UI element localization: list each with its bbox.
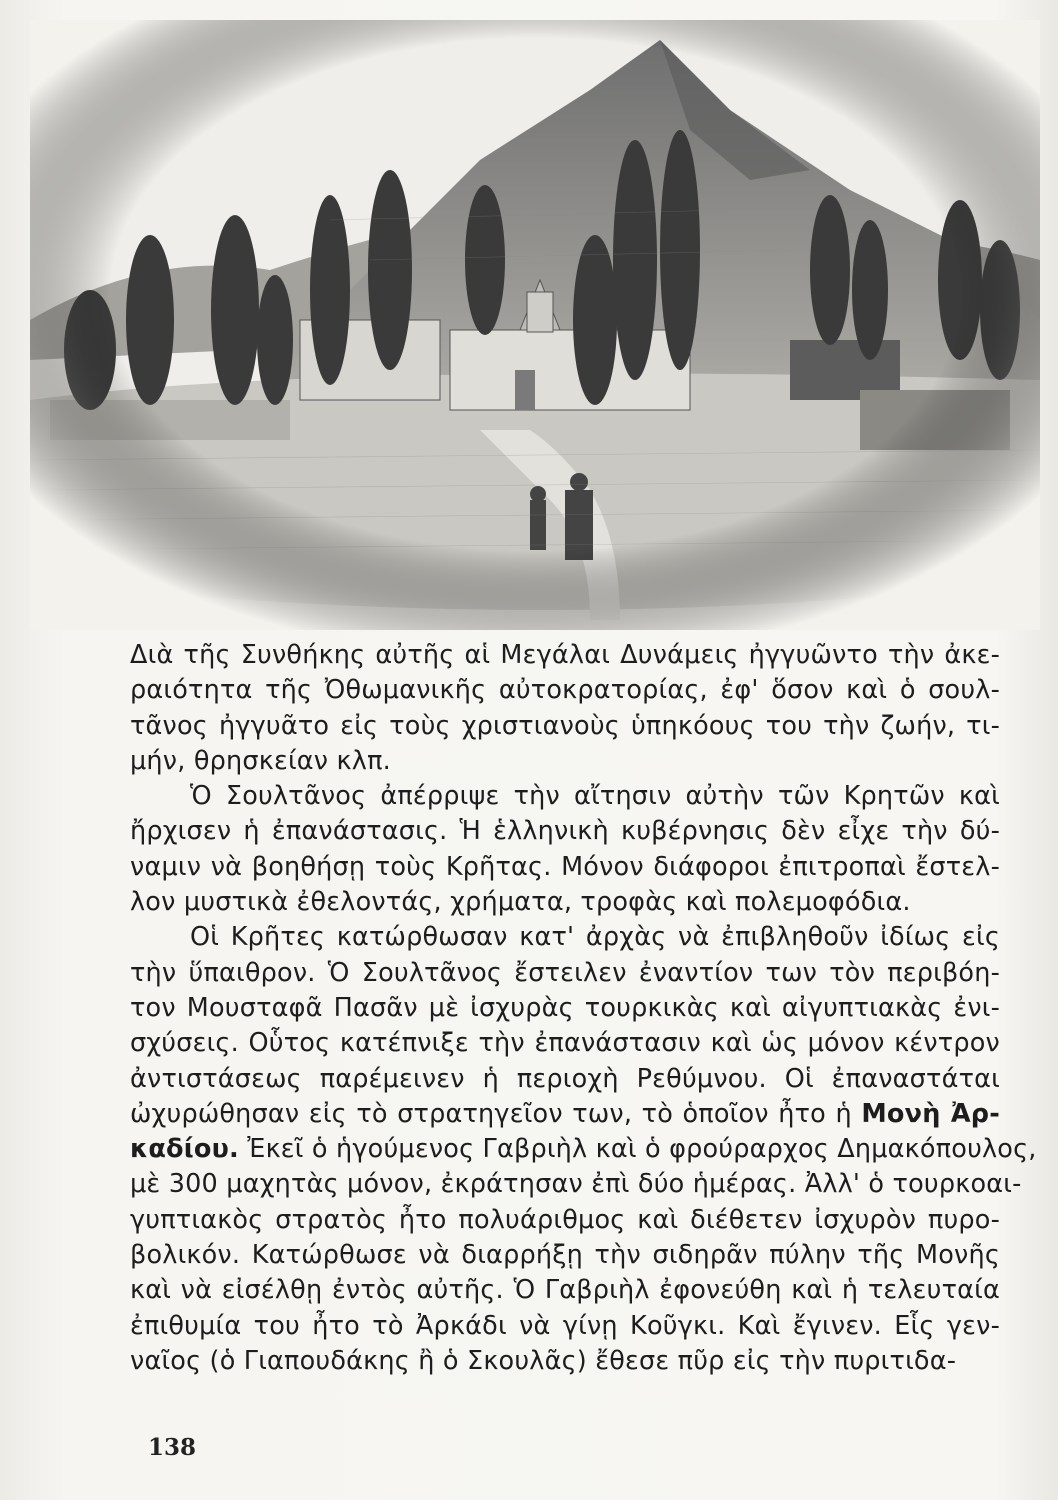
text-line: ναμιν νὰ βοηθήσῃ τοὺς Κρῆτας. Μόνον διάφοροι ἐπιτροπαὶ ἔστελ- (130, 851, 1000, 882)
text-line: λον μυστικὰ ἐθελοντάς, χρήματα, τροφὰς καὶ πολεμοφόδια. (130, 887, 911, 918)
text-line: ραιότητα τῆς Ὀθωμανικῆς αὐτοκρατορίας, ἐφ' ὅσον καὶ ὁ σουλ- (130, 675, 1000, 706)
bold-text-segment: Μονὴ Ἀρ- (861, 1098, 1000, 1129)
text-segment: Ἐκεῖ ὁ ἡγούμενος Γαβριὴλ καὶ ὁ φρούραρχος Δημακόπουλος, (247, 1134, 1037, 1165)
body-text (130, 638, 1037, 1379)
text-line: μὲ 300 μαχητὰς μόνον, ἐκράτησαν ἐπὶ δύο ἡμέρας. Ἀλλ' ὁ τουρκοαι- (130, 1169, 1022, 1200)
text-line: μήν, θρησκείαν κλπ. (130, 745, 391, 776)
text-line: Ὁ Σουλτᾶνος ἀπέρριψε τὴν αἴτησιν αὐτὴν τῶν Κρητῶν καὶ (190, 781, 1000, 812)
text-line: Διὰ τῆς Συνθήκης αὐτῆς αἱ Μεγάλαι Δυνάμεις ἠγγυῶντο τὴν ἀκε- (130, 640, 1000, 670)
text-line: τᾶνος ἠγγυᾶτο εἰς τοὺς χριστιανοὺς ὑπηκόους του τὴν ζωήν, τι- (130, 710, 1000, 741)
text-line: τὴν ὕπαιθρον. Ὁ Σουλτᾶνος ἔστειλεν ἐναντίον των τὸν περιβόη- (130, 957, 1000, 988)
text-line: Οἱ Κρῆτες κατώρθωσαν κατ' ἀρχὰς νὰ ἐπιβληθοῦν ἰδίως εἰς (190, 922, 1000, 953)
text-line (130, 1132, 1037, 1167)
bold-text-segment: καδίου. (130, 1134, 239, 1165)
text-line: ἤρχισεν ἡ ἐπανάστασις. Ἡ ἑλληνικὴ κυβέρνησις δὲν εἶχε τὴν δύ- (130, 816, 1000, 847)
page-number: 138 (148, 1434, 197, 1461)
text-line: ἀντιστάσεως παρέμεινεν ἡ περιοχὴ Ρεθύμνου. Οἱ ἐπαναστάται (130, 1063, 1000, 1094)
text-line: σχύσεις. Οὗτος κατέπνιξε τὴν ἐπανάστασιν καὶ ὡς μόνον κέντρον (130, 1028, 1000, 1059)
monastery-landscape-image (30, 20, 1040, 630)
text-line: γυπτιακὸς στρατὸς ἦτο πολυάριθμος καὶ διέθετεν ἰσχυρὸν πυρο- (130, 1204, 1000, 1235)
monastery-illustration (30, 20, 1040, 630)
text-segment: ὠχυρώθησαν εἰς τὸ στρατηγεῖον των, τὸ ὁποῖον ἦτο ἡ (130, 1098, 852, 1129)
text-line: ναῖος (ὁ Γιαπουδάκης ἢ ὁ Σκουλᾶς) ἔθεσε πῦρ εἰς τὴν πυριτιδα- (130, 1345, 957, 1376)
vignette (30, 20, 1040, 630)
text-line: ἐπιθυμία του ἦτο τὸ Ἀρκάδι νὰ γίνῃ Κοῦγκι. Καὶ ἔγινεν. Εἷς γεν- (130, 1310, 1000, 1341)
text-line: βολικόν. Κατώρθωσε νὰ διαρρήξῃ τὴν σιδηρᾶν πύλην τῆς Μονῆς (130, 1240, 1000, 1271)
text-line (130, 1097, 1000, 1132)
text-line: καὶ νὰ εἰσέλθῃ ἐντὸς αὐτῆς. Ὁ Γαβριὴλ ἐφονεύθη καὶ ἡ τελευταία (130, 1275, 1000, 1306)
text-line: τον Μουσταφᾶ Πασᾶν μὲ ἰσχυρὰς τουρκικὰς καὶ αἰγυπτιακὰς ἐνι- (130, 992, 1000, 1023)
